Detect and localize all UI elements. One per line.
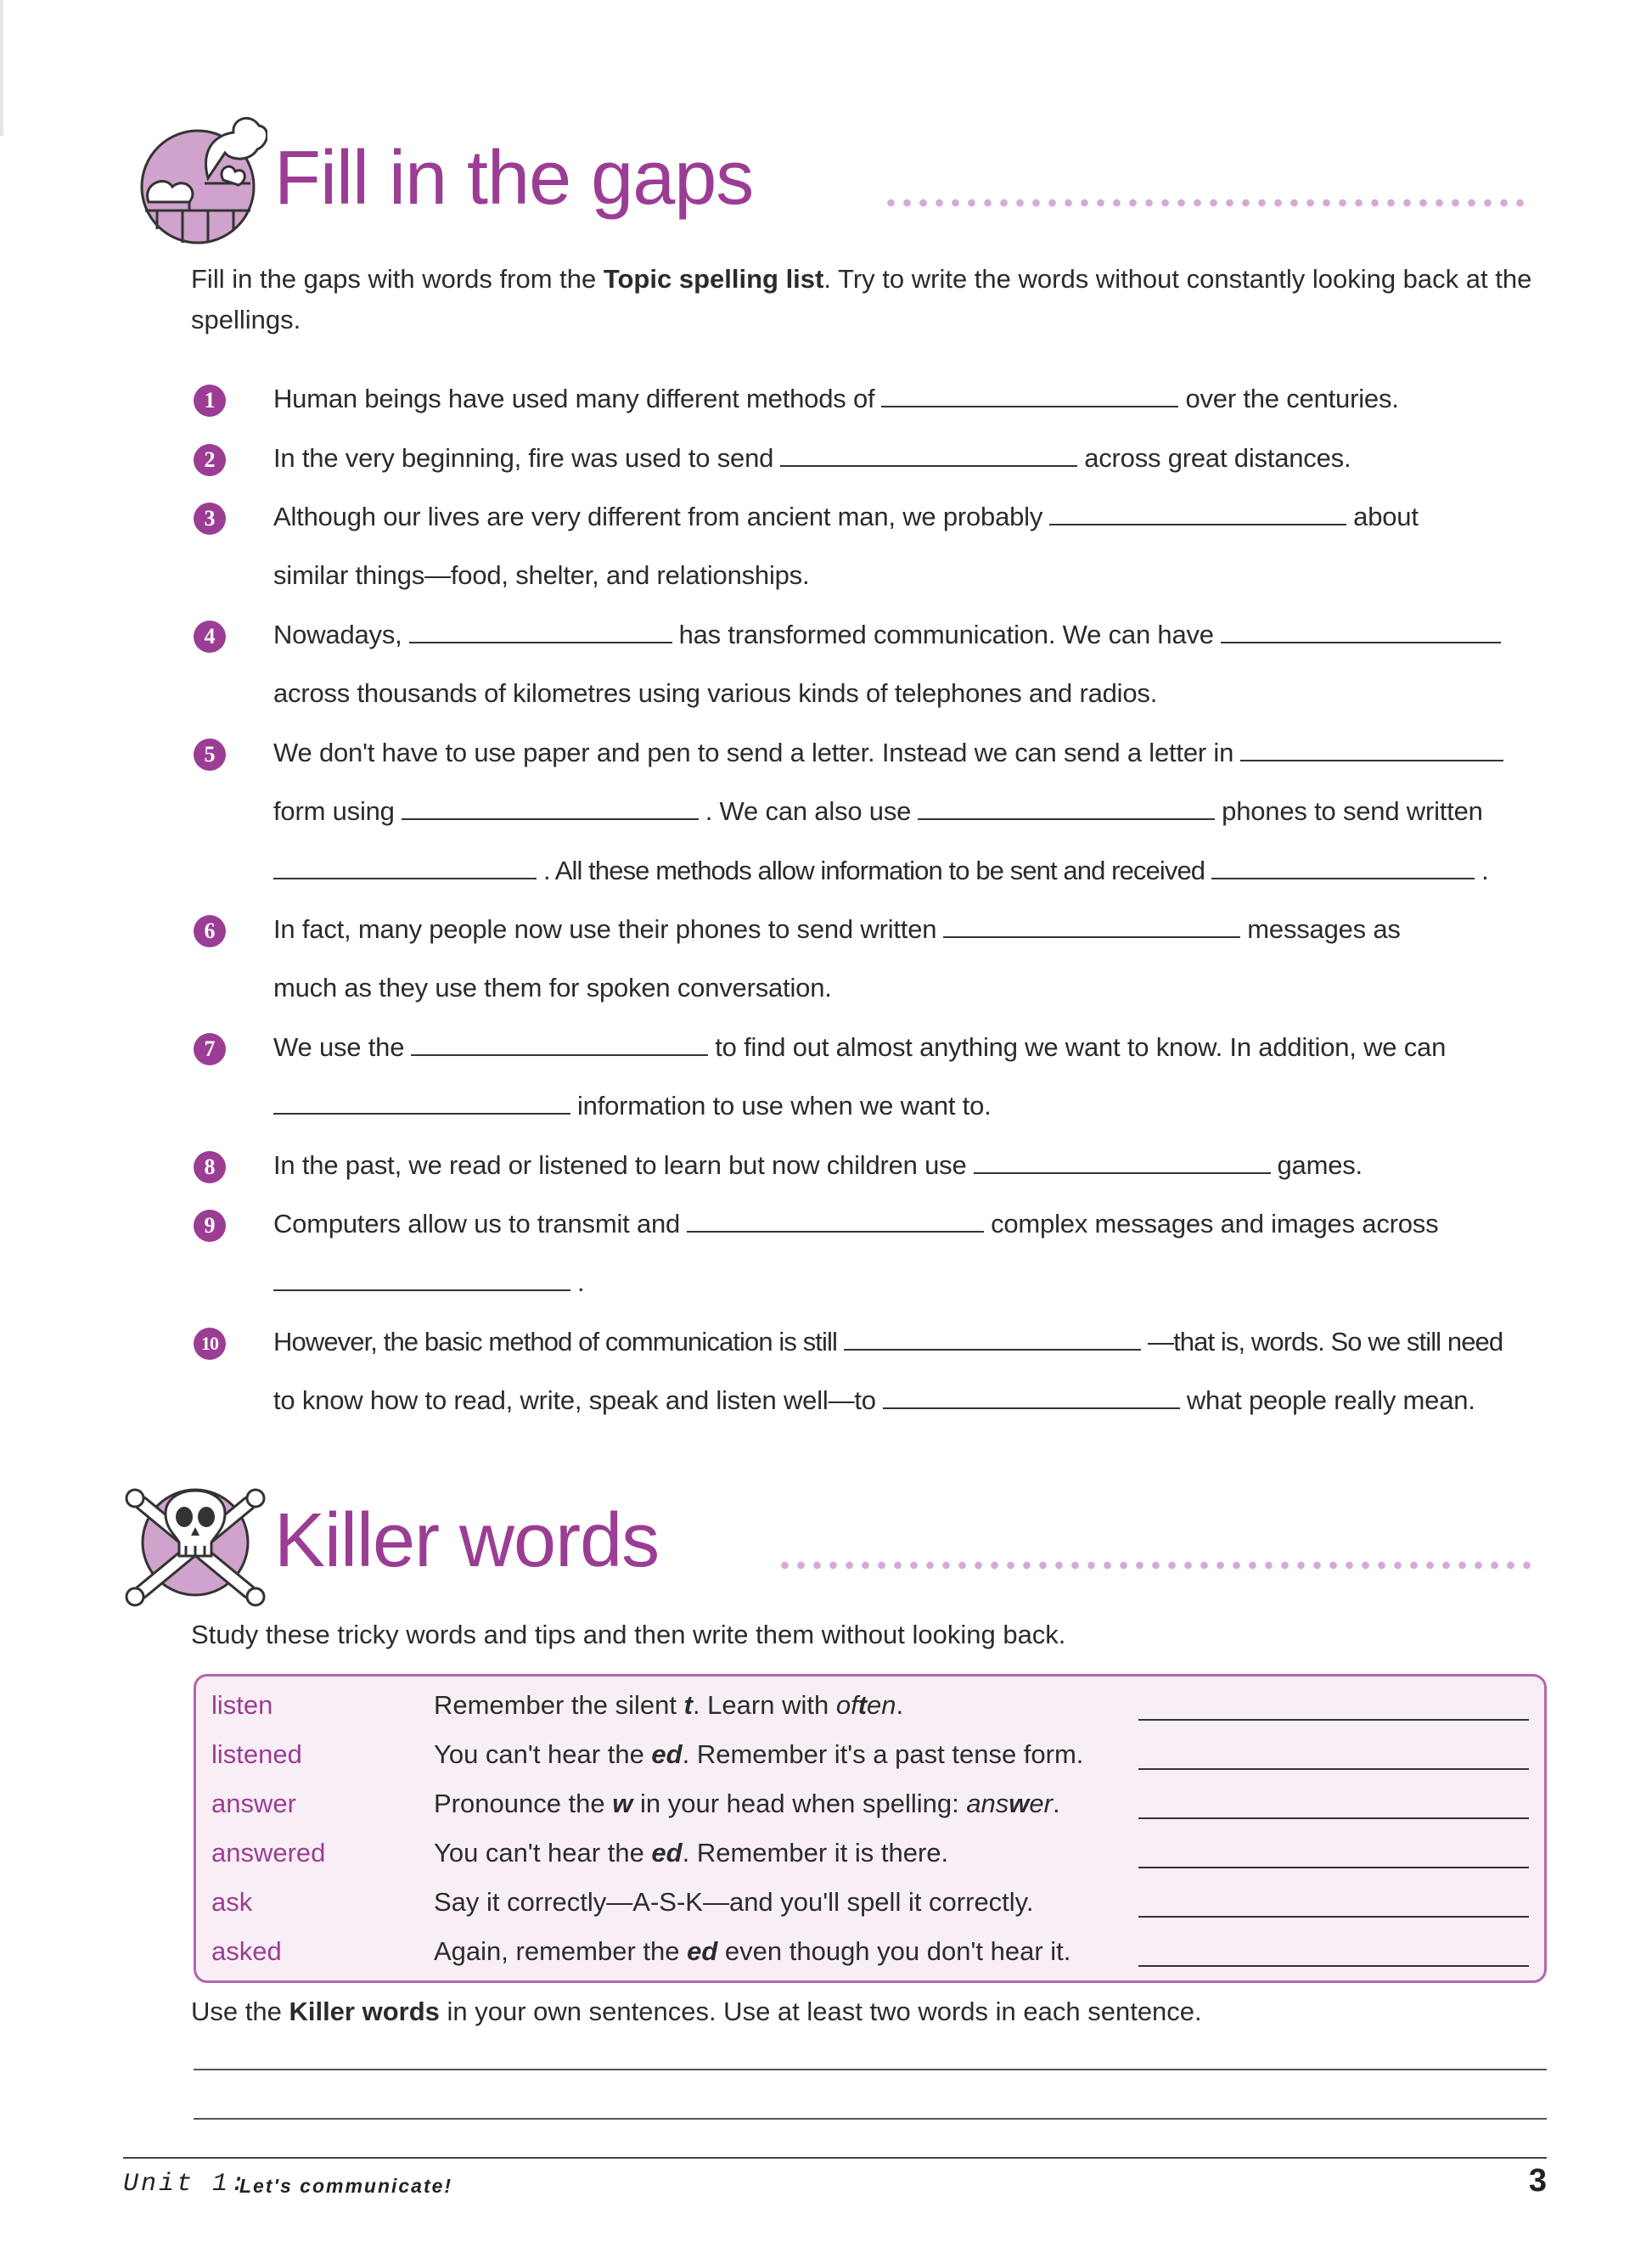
gap-sentence-line xyxy=(273,738,1510,768)
sentence-writing-line[interactable] xyxy=(194,2069,1547,2070)
killer-word: answer xyxy=(211,1789,296,1818)
killer-words-box xyxy=(194,1674,1547,1983)
sentence-text: We don't have to use paper and pen to send a letter. Instead we can send a letter in xyxy=(273,738,1234,767)
sentence-writing-line[interactable] xyxy=(194,2118,1547,2120)
answer-blank[interactable] xyxy=(780,464,1077,467)
answer-blank[interactable] xyxy=(943,935,1240,938)
instruction-bold: Killer words xyxy=(289,1997,440,2026)
gap-sentence-line xyxy=(273,502,1419,532)
footer-topic: Let's communicate! xyxy=(239,2175,453,2197)
gap-sentence-line xyxy=(273,1150,1363,1181)
sentence-text: across great distances. xyxy=(1084,443,1351,473)
killer-word-row xyxy=(196,1682,1544,1731)
answer-blank[interactable] xyxy=(1240,759,1503,761)
instruction-text: Use the xyxy=(191,1997,289,2026)
tip-text: w xyxy=(1009,1789,1030,1818)
killer-word-row xyxy=(196,1780,1544,1829)
sentence-text: across thousands of kilometres using various kinds of telephones and radios. xyxy=(273,678,1158,708)
title-dots xyxy=(777,1559,1532,1571)
tip-text: ed xyxy=(651,1838,683,1868)
answer-blank[interactable] xyxy=(883,1407,1180,1409)
answer-blank[interactable] xyxy=(1211,877,1475,879)
killer-word: answered xyxy=(211,1838,326,1868)
gap-sentence-line xyxy=(273,678,1157,709)
sentence-text: In fact, many people now use their phones to send written xyxy=(273,914,937,944)
answer-blank[interactable] xyxy=(844,1348,1141,1351)
tip-text: Pronounce the xyxy=(434,1789,613,1818)
page-number: 3 xyxy=(1528,2163,1547,2199)
sentence-text: Nowadays, xyxy=(273,620,402,649)
gap-sentence-line xyxy=(273,560,809,591)
item-number-badge: 3 xyxy=(194,503,226,535)
killer-word-tip xyxy=(434,1789,1060,1819)
tip-text: . xyxy=(1053,1789,1060,1818)
item-number-badge: 6 xyxy=(194,915,226,947)
gap-sentence-line xyxy=(273,973,832,1003)
sentence-text: games. xyxy=(1277,1150,1363,1180)
sentence-text: to find out almost anything we want to know. In addition, we can xyxy=(715,1032,1447,1062)
sentence-text: Computers allow us to transmit and xyxy=(273,1209,681,1239)
sentence-text: messages as xyxy=(1247,914,1401,944)
sentence-text: what people really mean. xyxy=(1186,1385,1475,1415)
gap-sentence-line xyxy=(273,1032,1446,1063)
sentence-text: complex messages and images across xyxy=(991,1209,1439,1239)
sentence-text: much as they use them for spoken conversation. xyxy=(273,973,832,1003)
answer-blank[interactable] xyxy=(273,877,537,879)
killer-word-write-line[interactable] xyxy=(1138,1965,1529,1967)
answer-blank[interactable] xyxy=(1221,641,1501,643)
sentence-text: over the centuries. xyxy=(1185,384,1399,413)
castle-smoke-signal-icon xyxy=(123,102,267,246)
killer-word: listened xyxy=(211,1739,302,1769)
gap-sentence-line xyxy=(273,796,1483,827)
answer-blank[interactable] xyxy=(409,641,672,643)
tip-text: ed xyxy=(651,1739,683,1769)
killer-word-tip xyxy=(434,1936,1070,1967)
fill-gaps-header xyxy=(123,102,1532,229)
item-number-badge: 2 xyxy=(194,444,226,476)
item-number-badge: 9 xyxy=(194,1210,226,1242)
killer-word: asked xyxy=(211,1936,282,1966)
tip-text: Again, remember the xyxy=(434,1936,688,1966)
sentence-text: . We can also use xyxy=(705,796,912,826)
gap-sentence-line xyxy=(273,443,1351,474)
item-number-badge: 10 xyxy=(194,1328,226,1360)
item-number-badge: 5 xyxy=(194,739,226,771)
page-edge xyxy=(0,0,3,136)
item-number-badge: 1 xyxy=(194,385,226,417)
tip-text: t xyxy=(683,1690,693,1720)
answer-blank[interactable] xyxy=(273,1289,570,1291)
killer-word: ask xyxy=(211,1887,253,1917)
killer-word-write-line[interactable] xyxy=(1138,1916,1529,1918)
answer-blank[interactable] xyxy=(918,817,1215,820)
killer-word-row xyxy=(196,1879,1544,1928)
killer-word-tip xyxy=(434,1739,1083,1770)
killer-word: listen xyxy=(211,1690,273,1720)
tip-text: en xyxy=(867,1690,896,1720)
killer-word-tip xyxy=(434,1887,1034,1918)
tip-text: ans xyxy=(966,1789,1009,1818)
gap-sentence-line xyxy=(273,1091,992,1121)
killer-word-row xyxy=(196,1928,1544,1977)
tip-text: w xyxy=(612,1789,633,1818)
tip-text: Say it correctly—A-S-K—and you'll spell it correctly. xyxy=(434,1887,1034,1917)
gap-sentence-line xyxy=(273,1385,1475,1416)
sentence-text: However, the basic method of communication is still xyxy=(273,1327,837,1356)
fill-gaps-instruction xyxy=(191,259,1549,340)
sentence-text: We use the xyxy=(273,1032,405,1062)
tip-text: . xyxy=(896,1690,904,1720)
gap-sentence-line xyxy=(273,384,1399,414)
gap-sentence-line xyxy=(273,1327,1503,1357)
answer-blank[interactable] xyxy=(687,1230,984,1233)
item-number-badge: 7 xyxy=(194,1033,226,1065)
killer-word-write-line[interactable] xyxy=(1138,1867,1529,1868)
tip-text: You can't hear the xyxy=(434,1739,652,1769)
instruction-bold: Topic spelling list xyxy=(603,264,824,294)
gap-sentence-line xyxy=(273,856,1488,886)
sentence-text: Although our lives are very different from ancient man, we probably xyxy=(273,502,1043,531)
sentence-text: In the past, we read or listened to learn but now children use xyxy=(273,1150,967,1180)
sentence-text: In the very beginning, fire was used to send xyxy=(273,443,774,473)
answer-blank[interactable] xyxy=(273,1112,570,1115)
instruction-text: . Try to write the words without constantly looking back at the spellings. xyxy=(191,264,1532,334)
tip-text: er xyxy=(1029,1789,1053,1818)
tip-text: in your head when spelling: xyxy=(632,1789,967,1818)
gap-sentence-line xyxy=(273,1209,1438,1239)
tip-text: . Remember it's a past tense form. xyxy=(682,1739,1084,1769)
killer-word-write-line[interactable] xyxy=(1138,1719,1529,1721)
sentence-text: Human beings have used many different methods of xyxy=(273,384,875,413)
sentence-text: similar things—food, shelter, and relationships. xyxy=(273,560,810,590)
sentence-text: information to use when we want to. xyxy=(577,1091,992,1121)
tip-text: You can't hear the xyxy=(434,1838,652,1868)
killer-word-row xyxy=(196,1731,1544,1780)
sentence-text: about xyxy=(1353,502,1419,531)
sentence-text: has transformed communication. We can have xyxy=(678,620,1214,649)
tip-text: . Learn with xyxy=(692,1690,836,1720)
sentence-text: . xyxy=(1481,856,1488,885)
skull-crossbones-icon xyxy=(123,1464,267,1609)
killer-word-row xyxy=(196,1829,1544,1879)
answer-blank[interactable] xyxy=(402,817,699,820)
section-title: Killer words xyxy=(274,1498,660,1583)
killer-word-tip xyxy=(434,1690,903,1721)
instruction-text: in your own sentences. Use at least two words in each sentence. xyxy=(439,1997,1202,2026)
footer-rule xyxy=(123,2157,1547,2159)
sentence-text: phones to send written xyxy=(1222,796,1483,826)
gap-sentence-line xyxy=(273,914,1401,945)
answer-blank[interactable] xyxy=(974,1171,1271,1174)
killer-word-write-line[interactable] xyxy=(1138,1768,1529,1770)
instruction-text: Fill in the gaps with words from the xyxy=(191,264,604,294)
killer-word-write-line[interactable] xyxy=(1138,1817,1529,1819)
tip-text: . Remember it is there. xyxy=(682,1838,949,1868)
sentence-text: . All these methods allow information to be sent and received xyxy=(543,856,1205,885)
killer-words-header xyxy=(123,1464,1532,1592)
item-number-badge: 8 xyxy=(194,1151,226,1183)
title-dots xyxy=(883,197,1532,209)
tip-text: t xyxy=(857,1690,868,1720)
sentence-text: to know how to read, write, speak and listen well—to xyxy=(273,1385,876,1415)
tip-text: Remember the silent xyxy=(434,1690,684,1720)
sentence-text: form using xyxy=(273,796,395,826)
section-title: Fill in the gaps xyxy=(274,136,754,221)
gap-sentence-line xyxy=(273,1267,584,1298)
sentence-instruction xyxy=(191,1991,1549,2032)
tip-text: of xyxy=(835,1690,858,1720)
item-number-badge: 4 xyxy=(194,621,226,653)
answer-blank[interactable] xyxy=(1049,523,1346,525)
gap-sentence-line xyxy=(273,620,1508,650)
footer-unit: Unit 1: xyxy=(123,2170,249,2199)
killer-word-tip xyxy=(434,1838,948,1868)
answer-blank[interactable] xyxy=(411,1053,708,1056)
sentence-text: —that is, words. So we still need xyxy=(1147,1327,1503,1356)
tip-text: ed xyxy=(687,1936,718,1966)
answer-blank[interactable] xyxy=(881,405,1178,407)
killer-words-instruction: Study these tricky words and tips and then write them without looking back. xyxy=(191,1620,1066,1649)
tip-text: even though you don't hear it. xyxy=(717,1936,1071,1966)
sentence-text: . xyxy=(577,1267,585,1297)
